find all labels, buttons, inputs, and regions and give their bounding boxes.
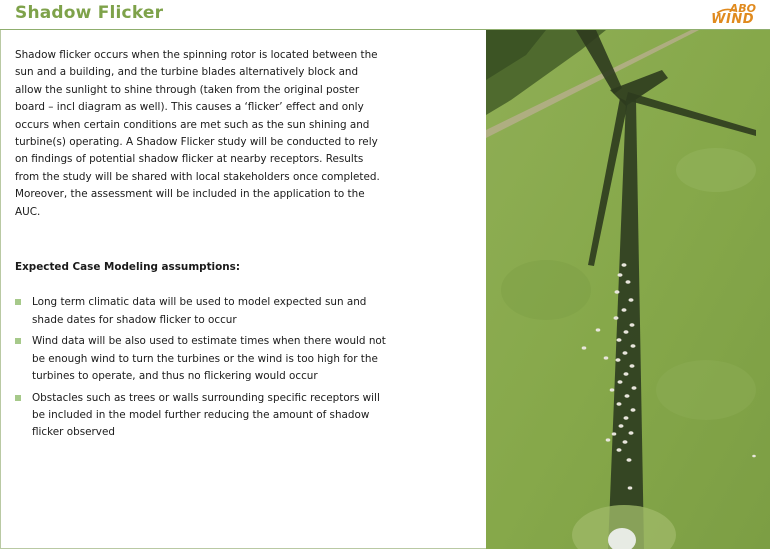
list-item-text: Obstacles such as trees or walls surrounding specific receptors will be included in the model further reducing the amount of shadow flicker observed [32,391,380,439]
bullet-square-icon [15,338,21,344]
list-item-text: Long term climatic data will be used to model expected sun and shade dates for shadow flicker to occur [32,296,367,326]
logo-text-wind: WIND [711,12,754,27]
page-header [0,0,770,30]
text-column [15,47,387,446]
bullet-square-icon [15,395,21,401]
list-item [15,294,387,329]
abo-wind-logo [711,2,756,27]
turbine-shadow-photo [486,30,770,549]
bullet-square-icon [15,299,21,305]
list-item [15,390,387,442]
list-item [15,333,387,385]
list-item-text: Wind data will be also used to estimate times when there would not be enough wind to turn the turbines or the wind is too high for the turbines to operate, and thus no flickering would occur [32,335,386,383]
intro-paragraph: Shadow flicker occurs when the spinning rotor is located between the sun and a building, and the turbine blades alternatively block and allow the sunlight to shine through (taken from the original poster board – incl diagram as well). This causes a ‘flicker’ effect and only occurs when certain conditions are met such as the sun shining and turbine(s) operating. A Shadow Flicker study will be conducted to rely on findings of potential shadow flicker at nearby receptors. Results from the study will be shared with local stakeholders once completed. Moreover, the assessment will be included in the application to the AUC. [15,49,380,218]
page-title: Shadow Flicker [15,3,164,23]
assumptions-heading: Expected Case Modeling assumptions: [15,261,240,274]
assumptions-list [15,294,387,441]
logo-text-abo: ABO [729,2,756,15]
